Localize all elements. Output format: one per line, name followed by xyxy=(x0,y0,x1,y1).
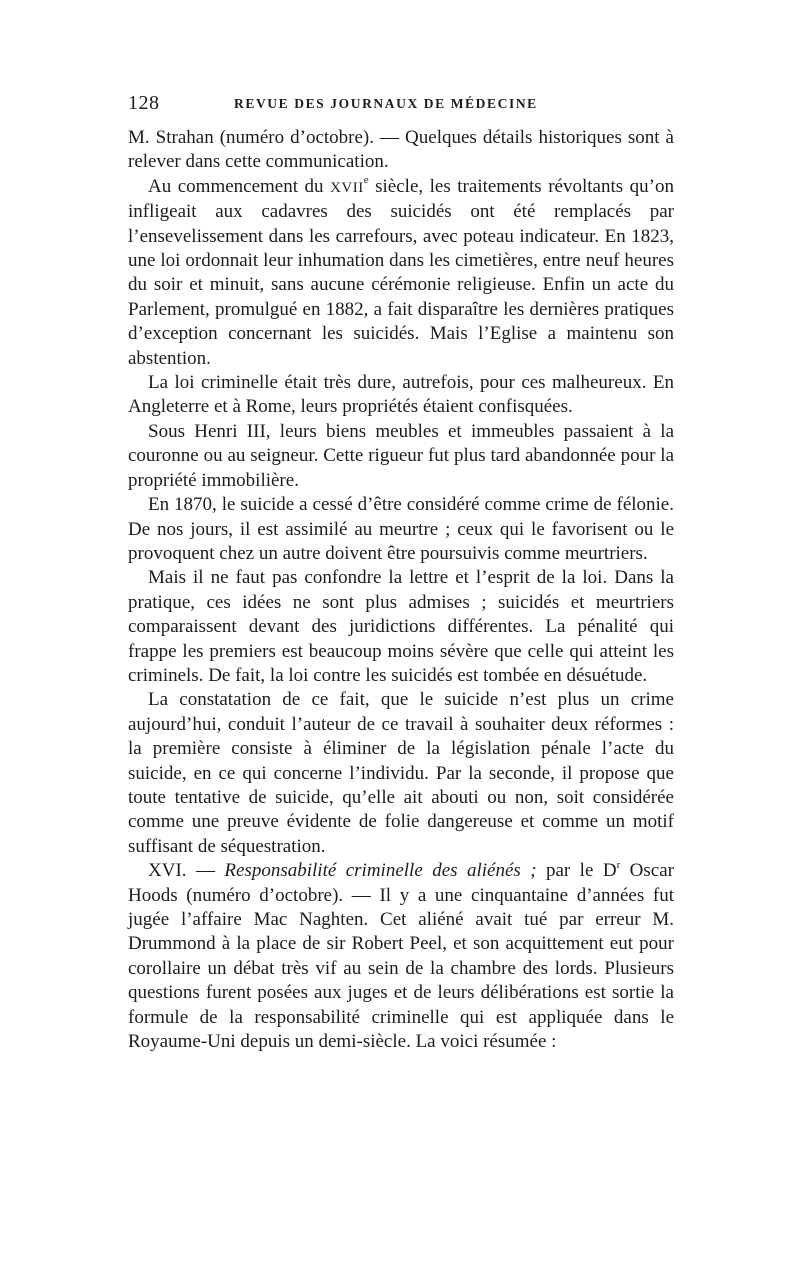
paragraph-2-start: Au commencement du xyxy=(148,175,331,197)
paragraph-1: M. Strahan (numéro d’octobre). — Quelques détails historiques sont à relever dans cette communication. xyxy=(128,127,674,173)
section-title: Responsabilité criminelle des aliénés ; xyxy=(224,860,537,882)
century-numeral: XVII xyxy=(330,179,364,196)
journal-title: REVUE DES JOURNAUX DE MÉDECINE xyxy=(234,96,538,111)
running-head xyxy=(128,92,674,126)
paragraph-5: En 1870, le suicide a cessé d’être considéré comme crime de félonie. De nos jours, il est assimilé au meurtre ; ceux qui le favorisent ou le provoquent chez un autre doivent être poursuivis comme meurtriers. xyxy=(128,494,674,564)
paragraph-6: Mais il ne faut pas confondre la lettre et l’esprit de la loi. Dans la pratique, ces idées ne sont plus admises ; suicidés et meurtriers comparaissent devant des juridictions différentes. La pénalité qui frappe les premiers est beaucoup moins sévère que celle qui atteint les criminels. De fait, la loi contre les suicidés est tombée en désuétude. xyxy=(128,567,674,686)
page xyxy=(128,92,674,1054)
page-number: 128 xyxy=(128,92,160,114)
paragraph-2 xyxy=(128,175,674,371)
paragraph-8 xyxy=(128,859,674,1054)
paragraph-8-author: par le D xyxy=(536,860,617,882)
section-number: XVI. — xyxy=(148,860,225,882)
doctor-superscript: r xyxy=(616,858,621,871)
article-text xyxy=(128,126,674,1054)
paragraph-4: Sous Henri III, leurs biens meubles et immeubles passaient à la couronne ou au seigneur. Cette rigueur fut plus tard abandonnée pour la propriété immobilière. xyxy=(128,420,674,491)
paragraph-3: La loi criminelle était très dure, autrefois, pour ces malheureux. En Angleterre et à Rome, leurs propriétés étaient confisquées. xyxy=(128,372,674,418)
paragraph-2-rest: siècle, les traitements révoltants qu’on infligeait aux cadavres des suicidés ont été remplacés par l’ensevelissement dans les carrefours, avec poteau indicateur. En 1823, une loi ordonnait leur inhumation dans les cimetières, entre neuf heures du soir et minuit, sans aucune cérémonie religieuse. Enfin un acte du Parlement, promulgué en 1882, a fait disparaître les dernières pratiques d’exception concernant les suicidés. Mais l’Eglise a maintenu son abstention. xyxy=(128,175,674,369)
paragraph-7: La constatation de ce fait, que le suicide n’est plus un crime aujourd’hui, conduit l’auteur de ce travail à souhaiter deux réformes : la première consiste à éliminer de la législation pénale l’acte du suicide, en ce qui concerne l’individu. Par la seconde, il propose que toute tentative de suicide, qu’elle ait abouti ou non, soit considérée comme une preuve évidente de folie dangereuse et comme un motif suffisant de séquestration. xyxy=(128,689,674,857)
century-superscript: e xyxy=(363,174,369,187)
paragraph-8-rest: Oscar Hoods (numéro d’octobre). — Il y a une cinquantaine d’années fut jugée l’affaire Mac Naghten. Cet aliéné avait tué par erreur M. Drummond à la place de sir Robert Peel, et son acquittement eut pour corollaire un débat très vif au sein de la chambre des lords. Plusieurs questions furent posées aux juges et de leurs délibérations est sortie la formule de la responsabilité criminelle qui est appliquée dans le Royaume-Uni depuis un demi-siècle. La voici résumée : xyxy=(128,860,674,1053)
